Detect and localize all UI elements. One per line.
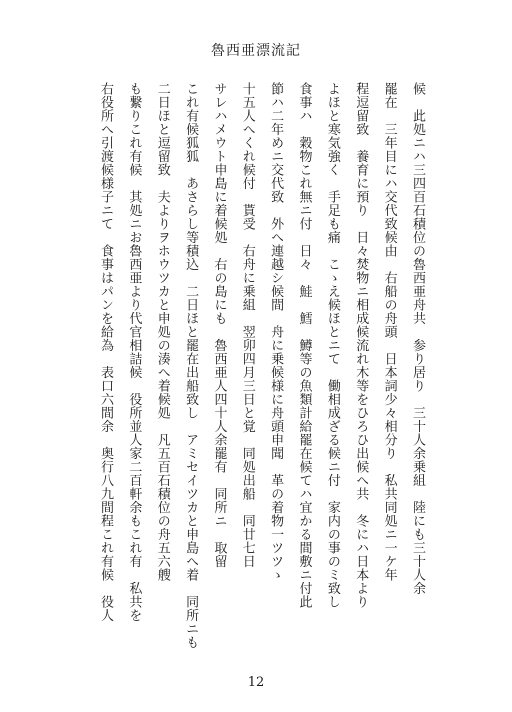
vertical-text-block <box>96 82 426 652</box>
text-column: 罷在 三年目にハ交代致候由 右船の舟頭 日本詞少々相分り 私共同処ニ一ケ年 <box>381 82 397 582</box>
text-column: も繋りこれ有候 其処ニお魯西亜より代官相詰候 役所並人家二百軒余もこれ有 私共を <box>126 82 142 622</box>
text-column: サレハメウト申島に着候処 右の島にも 魯西亜人四十人余罷有 同所ニ 取留 <box>211 82 227 568</box>
text-column: 節ハ二年めニ交代致 外へ連越シ候間 舟に乗候様に舟頭申聞 革の着物一ツツゝ <box>268 82 284 582</box>
text-column: 十五人へくれ候付 貰受 右舟に乗組 翌卯四月三日と覚 同処出船 同廿七日 <box>239 82 255 568</box>
page-number: 12 <box>247 675 265 690</box>
text-column: 程逗留致 養育に預り 日々焚物ニ相成候流れ木等をひろひ出候へ共 冬にハ日本より <box>353 82 369 609</box>
text-column: 右役所へ引渡候様子ニて 食事はパンを給為 表口六間余 奥行八九間程これ有候 役人 <box>98 82 113 622</box>
text-column: 二日ほと逗留致 夫よりヲホウツカと申処の湊へ着候処 凡五百石積位の舟五六艘 <box>154 82 170 582</box>
running-title: 魯西亜漂流記 <box>211 43 301 59</box>
text-column: 食事ハ 穀物これ無ニ付 日々 鮭 鱈 鱒等の魚類計給罷在候てハ宜かる間敷ニ付此 <box>296 82 312 609</box>
text-column: よほと寒気強く 手足も痛 こゝえ候ほとニて 働相成ざる候ニ付 家内の事のミ致し <box>324 82 340 609</box>
text-column: これ有候狐狐 あさらし等積込 二日ほと罷在出船致し アミセイツカと申島へ着 同所ニも <box>183 82 199 649</box>
text-column: 候 此処ニハ三四百石積位の魯西亜舟共 参り居り 三十人余乗組 陸にも三十人余 <box>409 82 425 595</box>
